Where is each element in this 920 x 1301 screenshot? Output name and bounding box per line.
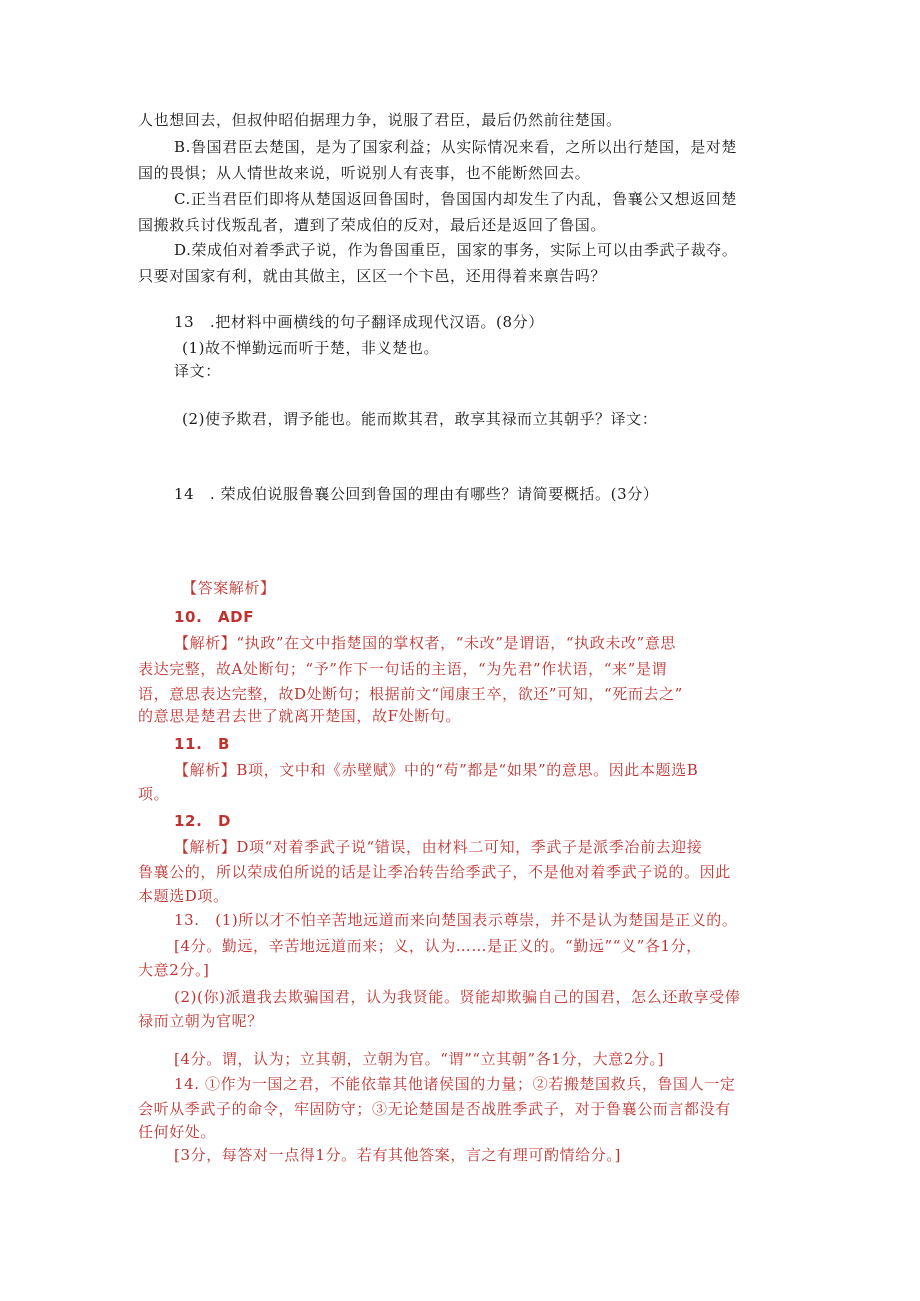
option-c-line-1: C.正当君臣们即将从楚国返回鲁国时，鲁国国内却发生了内乱，鲁襄公又想返回楚 [174,190,737,208]
answer-13-item-1: 13. (1)所以才不怕辛苦地远道而来向楚国表示尊崇，并不是认为楚国是正义的。 [174,911,738,929]
translation-label: 译文： [174,362,221,380]
question-14: 14 . 荣成伯说服鲁襄公回到鲁国的理由有哪些？请简要概括。(3分） [174,485,659,503]
answer-14-line-3: 任何好处。 [138,1123,217,1141]
answer-11-explanation-1: 【解析】B项，文中和《赤壁赋》中的“苟”都是“如果”的意思。因此本题选B [174,761,699,779]
answer-13-item-2-cont: 禄而立朝为官呢？ [138,1012,263,1030]
answer-10-explanation-2: 表达完整，故A处断句；“予”作下一句话的主语，“为先君”作状语，“来”是谓 [138,660,668,678]
answer-12-explanation-2: 鲁襄公的，所以荣成伯所说的话是让季冶转告给季武子，不是他对着季武子说的。因此 [138,863,731,881]
option-b-line-2: 国的畏惧；从人情世故来说，听说别人有丧事，也不能断然回去。 [138,164,591,182]
answer-12-explanation-3: 本题选D项。 [138,887,229,905]
question-13-item-2: (2)使予欺君，谓予能也。能而欺其君，敢享其禄而立其朝乎？译文： [182,410,658,428]
answer-13-scoring-1: [4分。勤远，辛苦地远道而来；义，认为……是正义的。“勤远”“义”各1分， [174,937,702,955]
answer-14-scoring: [3分，每答对一点得1分。若有其他答案，言之有理可酌情给分。] [174,1146,621,1164]
answer-11-explanation-2: 项。 [138,785,170,803]
answer-14-line-1: 14. ①作为一国之君，不能依靠其他诸侯国的力量；②若搬楚国救兵，鲁国人一定 [174,1075,736,1093]
option-c-line-2: 国搬救兵讨伐叛乱者，遭到了荣成伯的反对，最后还是返回了鲁国。 [138,216,607,234]
option-b-line-1: B.鲁国君臣去楚国，是为了国家利益；从实际情况来看，之所以出行楚国，是对楚 [174,138,737,156]
answer-header: 【答案解析】 [182,579,276,597]
answer-13-scoring-1-cont: 大意2分。] [138,961,210,979]
answer-10-explanation-4: 的意思是楚君去世了就离开楚国，故F处断句。 [138,707,462,725]
option-a-continuation: 人也想回去，但叔仲昭伯据理力争，说服了君臣，最后仍然前往楚国。 [138,111,622,129]
answer-10: 10. ADF [174,608,255,626]
answer-10-explanation-1: 【解析】“执政”在文中指楚国的掌权者，“未改”是谓语，“执政未改”意思 [174,634,677,652]
answer-13-scoring-2: [4分。谓，认为；立其朝，立朝为官。“谓”“立其朝”各1分，大意2分。] [174,1050,665,1068]
answer-12-explanation-1: 【解析】D项“对着季武子说“错误，由材料二可知，季武子是派季冶前去迎接 [174,838,703,856]
option-d-line-1: D.荣成伯对着季武子说，作为鲁国重臣，国家的事务，实际上可以由季武子裁夺。 [174,241,738,259]
question-13-item-1: (1)故不惮勤远而听于楚，非义楚也。 [182,339,440,357]
answer-13-item-2: (2)(你)派遣我去欺骗国君，认为我贤能。贤能却欺骗自己的国君，怎么还敢享受俸 [174,988,741,1006]
answer-12: 12. D [174,812,232,830]
option-d-line-2: 只要对国家有利，就由其做主，区区一个卞邑，还用得着来禀告吗？ [138,267,607,285]
answer-14-line-2: 会听从季武子的命令，牢固防守；③无论楚国是否战胜季武子，对于鲁襄公而言都没有 [138,1100,731,1118]
answer-10-explanation-3: 语，意思表达完整，故D处断句；根据前文“闻康王卒，欲还”可知，“死而去之” [138,685,683,703]
question-13: 13 .把材料中画横线的句子翻译成现代汉语。(8分） [174,313,544,331]
answer-11: 11. B [174,735,231,753]
